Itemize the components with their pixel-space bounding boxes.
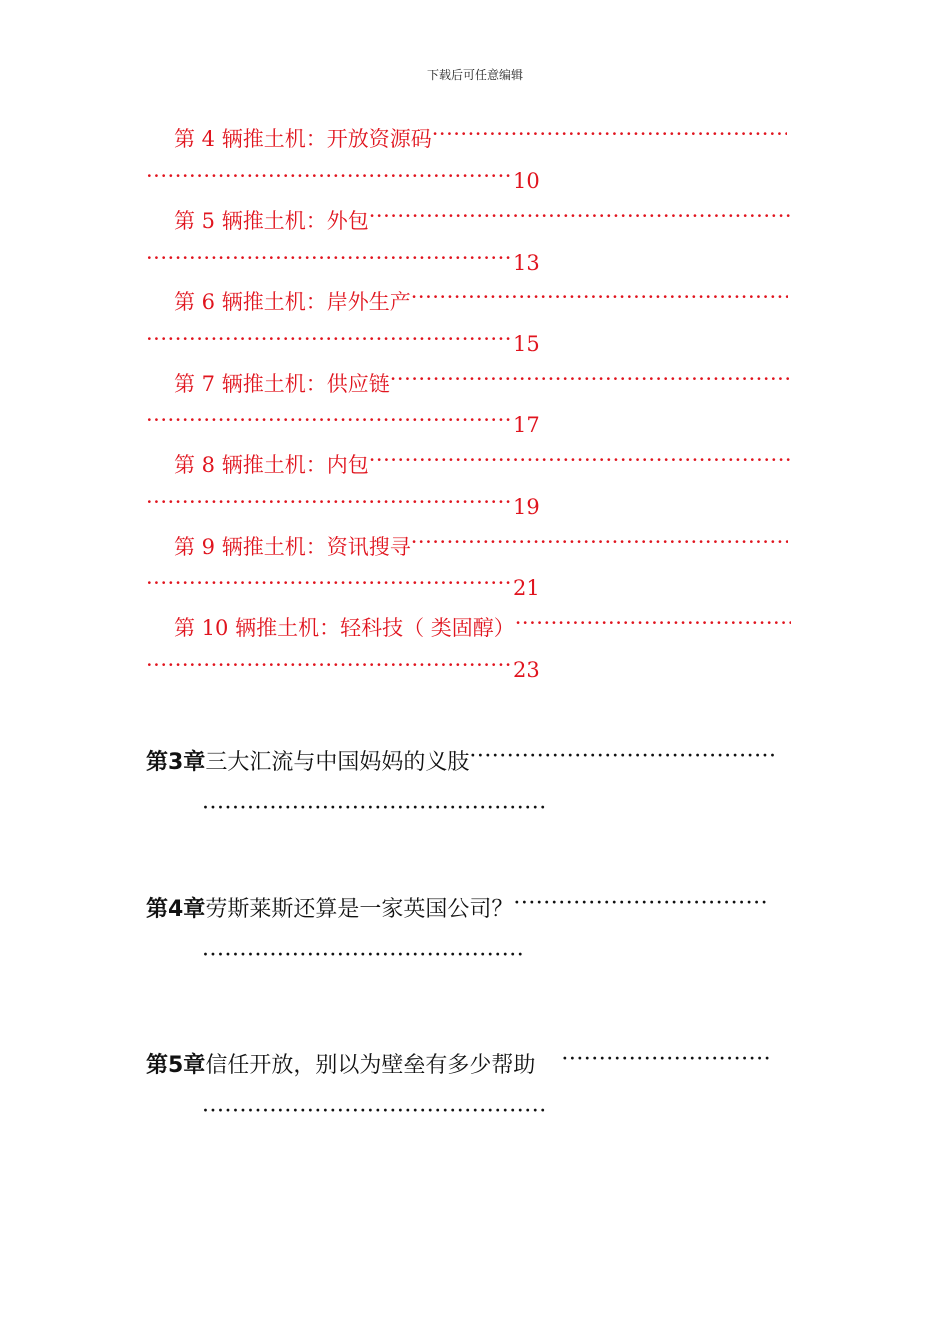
toc-item[interactable] (174, 204, 806, 235)
chapter-dot-line (202, 943, 552, 974)
dot-leader (390, 367, 789, 391)
toc-item-title: 第 9 辆推土机：资讯搜寻 (174, 535, 411, 559)
toc-item-page: 10 (513, 169, 540, 193)
chapter-title: 信任开放，别以为壁垒有多少帮助 (205, 1053, 536, 1078)
dot-leader (369, 204, 791, 228)
dot-leader (202, 943, 524, 968)
toc-item-title: 第 10 辆推土机：轻科技（ 类固醇） (174, 616, 515, 640)
toc-item-page: 15 (513, 332, 540, 356)
dot-leader (146, 571, 513, 595)
dot-leader (469, 744, 777, 769)
chapter-title: 三大汇流与中国妈妈的义肢 (205, 750, 470, 775)
dot-leader (146, 327, 513, 351)
toc-item-page: 19 (513, 495, 540, 519)
toc-item-page-line (146, 246, 546, 275)
chapter-entry[interactable] (146, 744, 808, 776)
chapter-title: 劳斯莱斯还算是一家英国公司？ (205, 897, 514, 922)
toc-item-page: 17 (513, 413, 540, 437)
dot-leader (411, 530, 788, 554)
dot-leader (515, 611, 791, 635)
chapter-number: 第3章 (146, 750, 206, 775)
chapter-entry[interactable] (146, 891, 808, 923)
toc-item[interactable] (174, 285, 806, 316)
toc-item-title: 第 5 辆推土机：外包 (174, 209, 369, 233)
dot-leader (146, 490, 513, 514)
toc-item-title: 第 7 辆推土机：供应链 (174, 372, 390, 396)
dot-leader (202, 1099, 548, 1124)
dot-leader (146, 408, 513, 432)
chapter-entry[interactable] (146, 1047, 808, 1079)
toc-item-title: 第 4 辆推土机：开放资源码 (174, 127, 432, 151)
toc-item-page: 13 (513, 251, 540, 275)
chapter-dot-line (202, 796, 552, 827)
toc-item-page-line (146, 408, 546, 437)
dot-leader (513, 891, 770, 916)
toc-item[interactable] (174, 367, 806, 398)
dot-leader (146, 653, 513, 677)
dot-leader (561, 1047, 773, 1072)
toc-item-page-line (146, 164, 546, 193)
chapter-dot-line (202, 1099, 552, 1130)
page-header: 下载后可任意编辑 (426, 68, 523, 82)
toc-item-page-line (146, 327, 546, 356)
toc-item-page: 21 (513, 576, 540, 600)
toc-item[interactable] (174, 611, 806, 642)
dot-leader (146, 164, 513, 188)
toc-item-page-line (146, 490, 546, 519)
chapter-number: 第4章 (146, 897, 206, 922)
dot-leader (202, 796, 548, 821)
dot-leader (411, 285, 788, 309)
toc-item-page-line (146, 653, 546, 682)
toc-item-page: 23 (513, 658, 540, 682)
dot-leader (369, 448, 791, 472)
dot-leader (432, 122, 787, 146)
toc-item[interactable] (174, 448, 806, 479)
dot-leader (146, 246, 513, 270)
chapter-number: 第5章 (146, 1053, 206, 1078)
toc-item[interactable] (174, 530, 806, 561)
toc-item-title: 第 8 辆推土机：内包 (174, 453, 369, 477)
toc-item-title: 第 6 辆推土机：岸外生产 (174, 290, 411, 314)
toc-item-page-line (146, 571, 546, 600)
toc-item[interactable] (174, 122, 806, 153)
